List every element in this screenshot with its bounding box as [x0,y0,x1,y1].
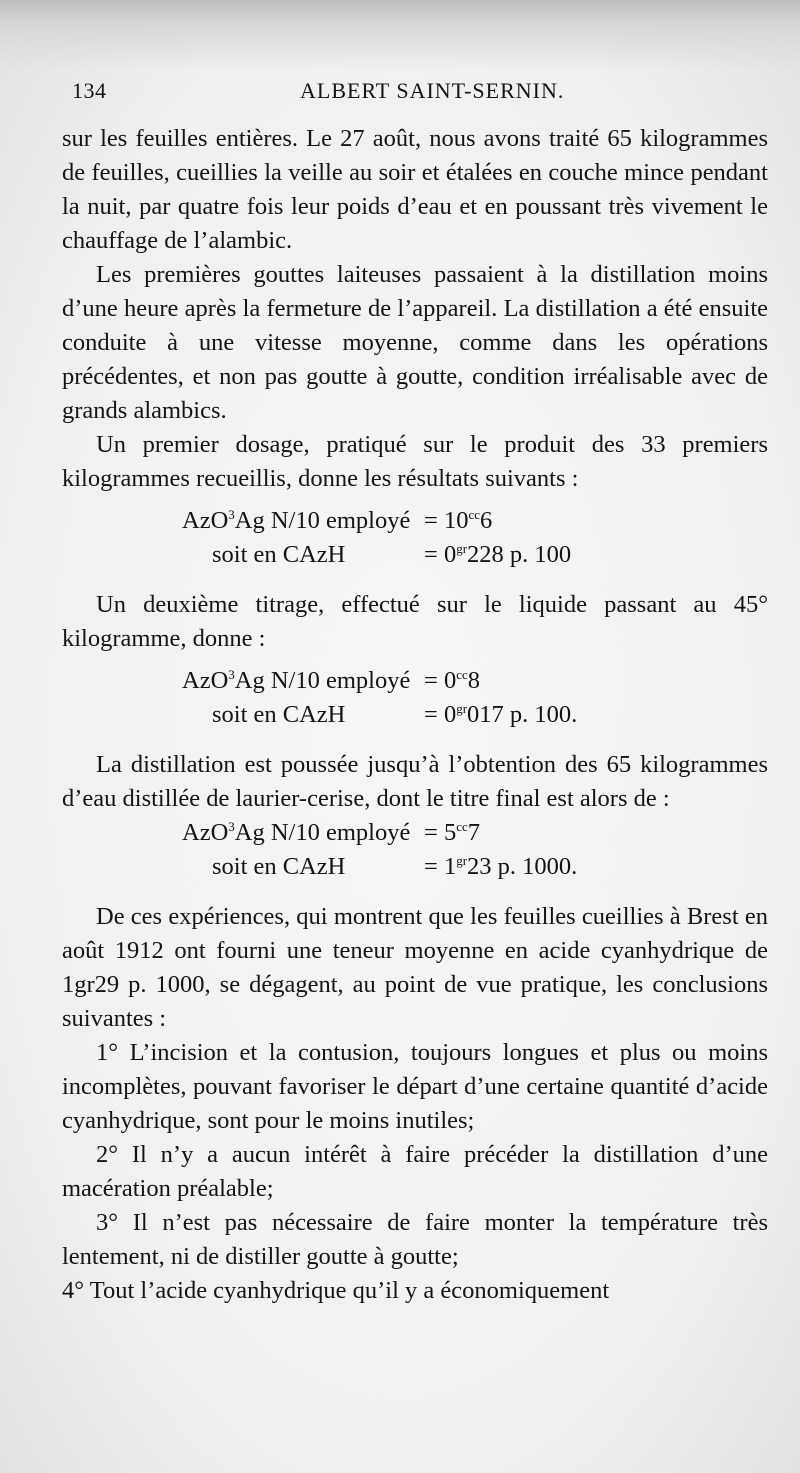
body-text [62,122,768,1308]
formula-2-line-2: soit en CAzH = $0^{gr}017$ p. 100. [212,701,578,728]
paragraph-5: La distillation est poussée jusqu’à l’obtention des 65 kilogrammes d’eau distillée de laurier-cerise, dont le titre final est alors de : [62,751,768,812]
paragraph-4: Un deuxième titrage, effectué sur le liquide passant au 45° kilogramme, donne : [62,591,768,652]
formula-1-line-1: AzO$^3$Ag N/10 employé = $10^{cc}6$ [182,507,493,534]
running-head: ALBERT SAINT-SERNIN. [300,78,565,103]
paragraph-3: Un premier dosage, pratiqué sur le produit des 33 premiers kilogrammes recueillis, donne les résultats suivants : [62,431,768,492]
page-number: 134 [72,78,107,103]
formula-1-line-2: soit en CAzH = $0^{gr}228$ p. 100 [212,541,572,568]
conclusion-1: 1° L’incision et la contusion, toujours longues et plus ou moins incomplètes, pouvant favoriser le départ d’une certaine quantité d’acide cyanhydrique, sont pour le moins inutiles; [62,1039,768,1134]
formula-3-line-1: AzO$^3$Ag N/10 employé = $5^{cc}7$ [182,819,480,846]
formula-2-line-1: AzO$^3$Ag N/10 employé = $0^{cc}8$ [182,667,480,694]
conclusion-2: 2° Il n’y a aucun intérêt à faire précéder la distillation d’une macération préalable; [62,1141,768,1202]
paragraph-1: sur les feuilles entières. Le 27 août, nous avons traité 65 kilogrammes de feuilles, cueillies la veille au soir et étalées en couche mince pendant la nuit, par quatre fois leur poids d’eau et en poussant très vivement le chauffage de l’alambic. [62,125,768,254]
paragraph-6: De ces expériences, qui montrent que les feuilles cueillies à Brest en août 1912 ont fourni une teneur moyenne en acide cyanhydrique de 1gr29 p. 1000, se dégagent, au point de vue pratique, les conclusions suivantes : [62,903,768,1032]
conclusion-4: 4° Tout l’acide cyanhydrique qu’il y a économiquement [62,1277,610,1304]
formula-3-line-2: soit en CAzH = $1^{gr}23$ p. 1000. [212,853,578,880]
paragraph-2: Les premières gouttes laiteuses passaient à la distillation moins d’une heure après la fermeture de l’appareil. La distillation a été ensuite conduite à une vitesse moyenne, comme dans les opérations précédentes, et non pas goutte à goutte, condition irréalisable avec de grands alambics. [62,261,768,424]
page-header [72,78,740,118]
conclusion-3: 3° Il n’est pas nécessaire de faire monter la température très lentement, ni de distiller goutte à goutte; [62,1209,768,1270]
